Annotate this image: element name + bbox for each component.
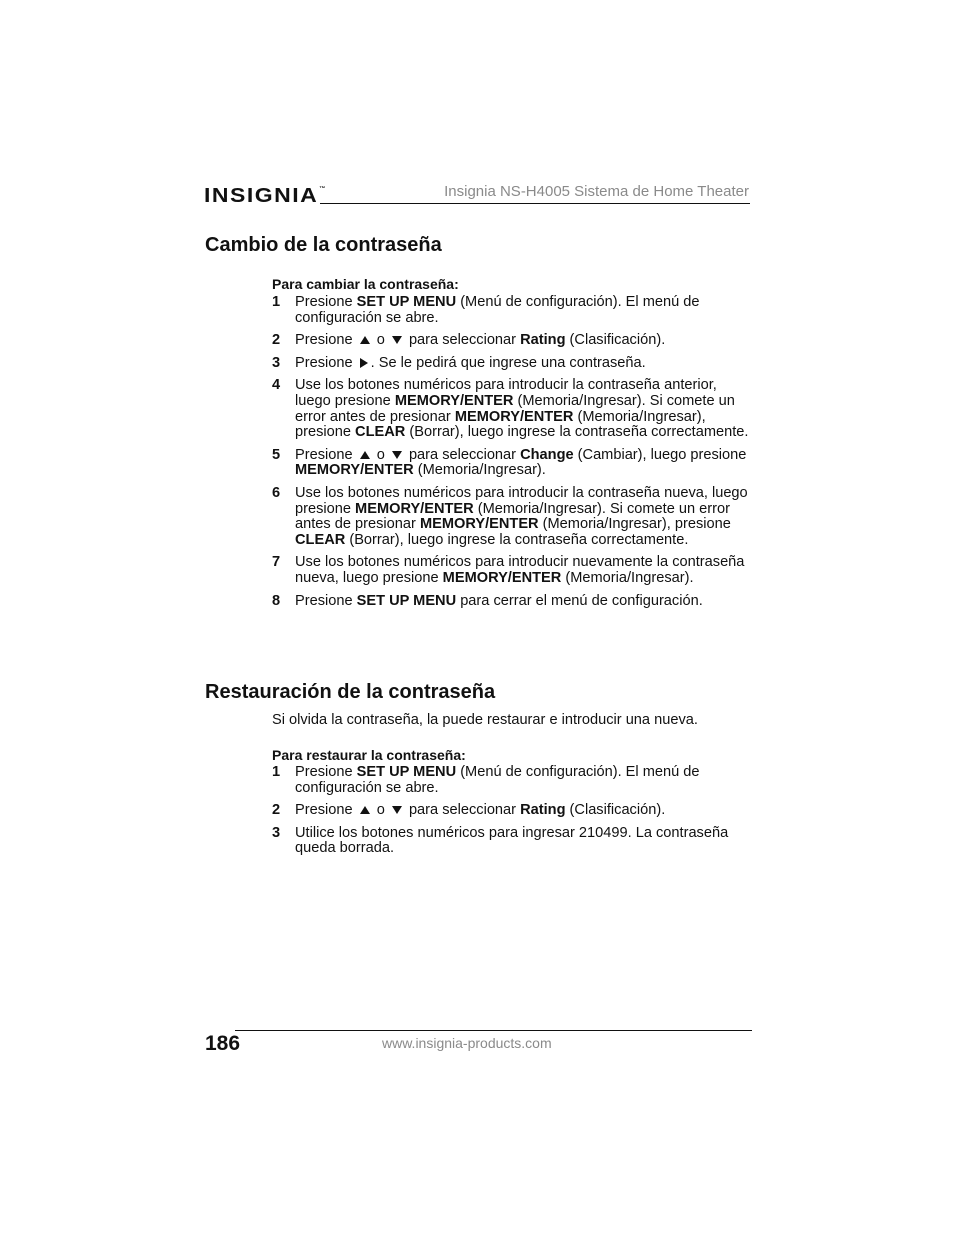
step-number: 6 [272, 484, 281, 501]
button-name: CLEAR [355, 424, 406, 441]
subheading-reset-password: Para restaurar la contraseña: [272, 747, 466, 763]
step-item: 6 Use los botones numéricos para introducir la contraseña nueva, luego presione MEMORY/ENTER (Memoria/Ingresar). Si comete un error antes de presionar MEMORY/ENTER (Memoria/Ingresar), presione CLEAR (Borrar), luego ingrese la contraseña correctamente. [272, 484, 748, 548]
step-number: 3 [272, 354, 281, 371]
button-name: MEMORY/ENTER [394, 392, 514, 409]
button-name: MEMORY/ENTER [355, 500, 474, 517]
button-name: MEMORY/ENTER [419, 516, 539, 533]
step-number: 3 [272, 824, 281, 841]
page-number: 186 [205, 1032, 241, 1055]
steps-change-password [272, 295, 750, 616]
step-number: 1 [272, 764, 281, 780]
button-name: Rating [520, 332, 566, 349]
step-number: 5 [272, 446, 281, 463]
step-item: 2 Presione o para seleccionar Rating (Clasificación). [272, 332, 666, 349]
logo-trademark: ™ [319, 186, 326, 192]
subheading-change-password: Para cambiar la contraseña: [272, 276, 459, 292]
step-number: 8 [272, 592, 281, 609]
section-heading-change-password: Cambio de la contraseña [205, 234, 442, 256]
header-rule [320, 203, 750, 204]
steps-reset-password [272, 765, 750, 864]
arrow-up-icon [360, 451, 370, 459]
button-name: SET UP MENU [356, 294, 457, 310]
step-number: 2 [272, 802, 281, 819]
arrow-up-icon [360, 806, 370, 814]
step-item: 3 Presione . Se le pedirá que ingrese una contraseña. [272, 354, 646, 371]
step-item: 3 Utilice los botones numéricos para ingresar 210499. La contraseña queda borrada. [272, 824, 729, 857]
button-name: MEMORY/ENTER [295, 462, 414, 479]
arrow-down-icon [392, 806, 402, 814]
button-name: MEMORY/ENTER [442, 569, 562, 586]
button-name: SET UP MENU [356, 592, 457, 609]
intro-reset-password: Si olvida la contraseña, la puede restaurar e introducir una nueva. [272, 712, 698, 728]
step-number: 1 [272, 294, 281, 310]
arrow-down-icon [392, 336, 402, 344]
button-name: SET UP MENU [356, 764, 457, 780]
button-name: Rating [520, 802, 566, 819]
step-item: 8 Presione SET UP MENU para cerrar el menú de configuración. [272, 592, 703, 609]
button-name: Change [520, 446, 574, 463]
header-title: Insignia NS-H4005 Sistema de Home Theater [444, 183, 749, 200]
step-item: 7 Use los botones numéricos para introducir nuevamente la contraseña nueva, luego presione MEMORY/ENTER (Memoria/Ingresar). [272, 554, 745, 586]
step-item: 5 Presione o para seleccionar Change (Cambiar), luego presione MEMORY/ENTER (Memoria/Ingresar). [272, 446, 747, 479]
arrow-down-icon [392, 451, 402, 459]
footer-url: www.insignia-products.com [382, 1035, 552, 1051]
step-item: 2 Presione o para seleccionar Rating (Clasificación). [272, 802, 666, 819]
insignia-logo [204, 183, 324, 207]
section-heading-reset-password: Restauración de la contraseña [205, 681, 496, 703]
footer-rule [235, 1030, 752, 1031]
button-name: MEMORY/ENTER [454, 408, 574, 425]
step-number: 2 [272, 332, 281, 349]
step-item: 1 Presione SET UP MENU (Menú de configuración). El menú de configuración se abre. [272, 764, 700, 796]
step-number: 4 [272, 377, 281, 394]
arrow-right-icon [360, 358, 368, 368]
button-name: CLEAR [295, 531, 346, 548]
step-number: 7 [272, 554, 281, 571]
step-item: 4 Use los botones numéricos para introducir la contraseña anterior, luego presione MEMORY/ENTER (Memoria/Ingresar). Si comete un error antes de presionar MEMORY/ENTER (Memoria/Ingresar), presione CLEAR (Borrar), luego ingrese la contraseña correctamente. [272, 377, 749, 441]
arrow-up-icon [360, 336, 370, 344]
logo-text: INSIGNIA [204, 183, 319, 207]
step-item: 1 Presione SET UP MENU (Menú de configuración). El menú de configuración se abre. [272, 294, 700, 326]
